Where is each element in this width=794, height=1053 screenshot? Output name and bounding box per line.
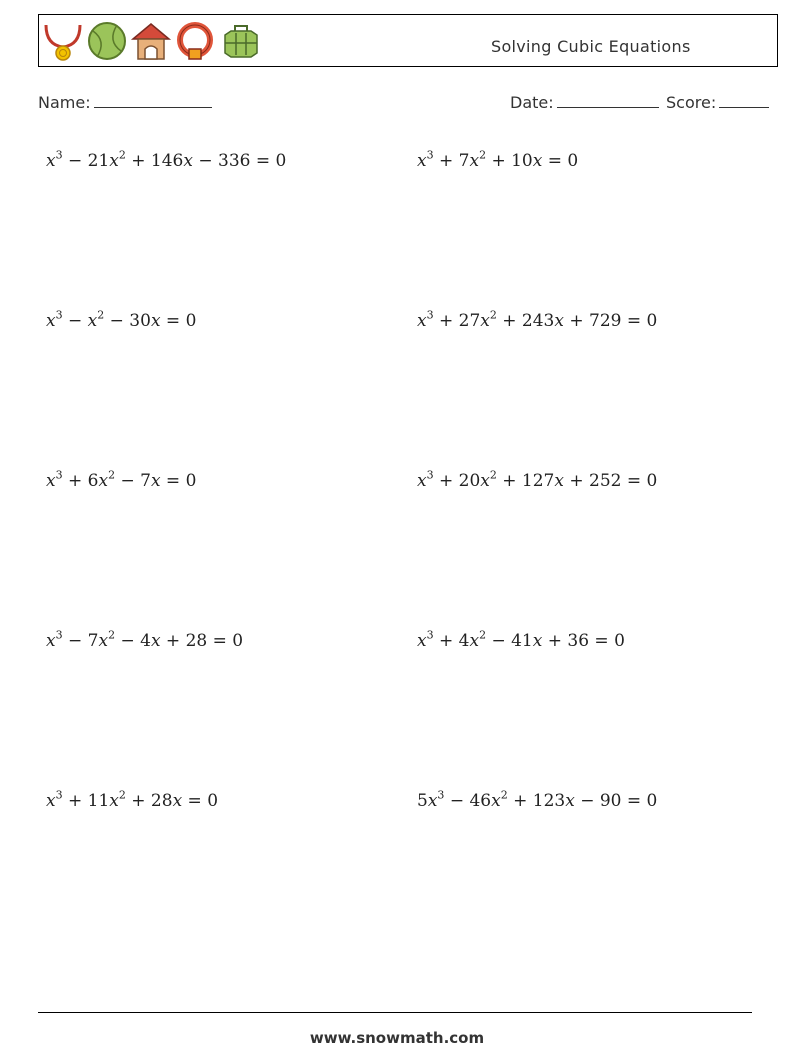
name-field [38, 93, 212, 112]
name-blank[interactable] [94, 93, 212, 108]
worksheet-title: Solving Cubic Equations [491, 37, 691, 56]
tennis-ball-icon [85, 19, 129, 63]
date-blank[interactable] [557, 93, 659, 108]
name-label: Name: [38, 93, 91, 112]
score-label: Score: [666, 93, 717, 112]
date-label: Date: [510, 93, 554, 112]
tackle-box-icon [219, 19, 263, 63]
footer-url: www.snowmath.com [309, 1029, 485, 1047]
score-blank[interactable] [719, 93, 769, 108]
dog-house-icon [129, 19, 173, 63]
problem-equation: $x^3 + 4x^2 - 41x + 36 = 0$ [417, 628, 625, 651]
ring-icon [173, 19, 217, 63]
problem-equation: $x^3 + 20x^2 + 127x + 252 = 0$ [417, 468, 658, 491]
problem-equation: $5x^3 - 46x^2 + 123x - 90 = 0$ [417, 788, 658, 811]
problem-equation: $x^3 + 27x^2 + 243x + 729 = 0$ [417, 308, 658, 331]
problem-equation: $x^3 + 6x^2 - 7x = 0$ [46, 468, 197, 491]
footer-rule [38, 1012, 752, 1013]
score-field [666, 93, 769, 112]
problem-equation: $x^3 - x^2 - 30x = 0$ [46, 308, 197, 331]
header-box [38, 14, 778, 67]
medal-necklace-icon [41, 19, 85, 63]
problem-equation: $x^3 - 21x^2 + 146x - 336 = 0$ [46, 148, 287, 171]
problem-equation: $x^3 + 7x^2 + 10x = 0$ [417, 148, 579, 171]
problem-equation: $x^3 - 7x^2 - 4x + 28 = 0$ [46, 628, 244, 651]
problem-equation: $x^3 + 11x^2 + 28x = 0$ [46, 788, 219, 811]
date-field [510, 93, 659, 112]
